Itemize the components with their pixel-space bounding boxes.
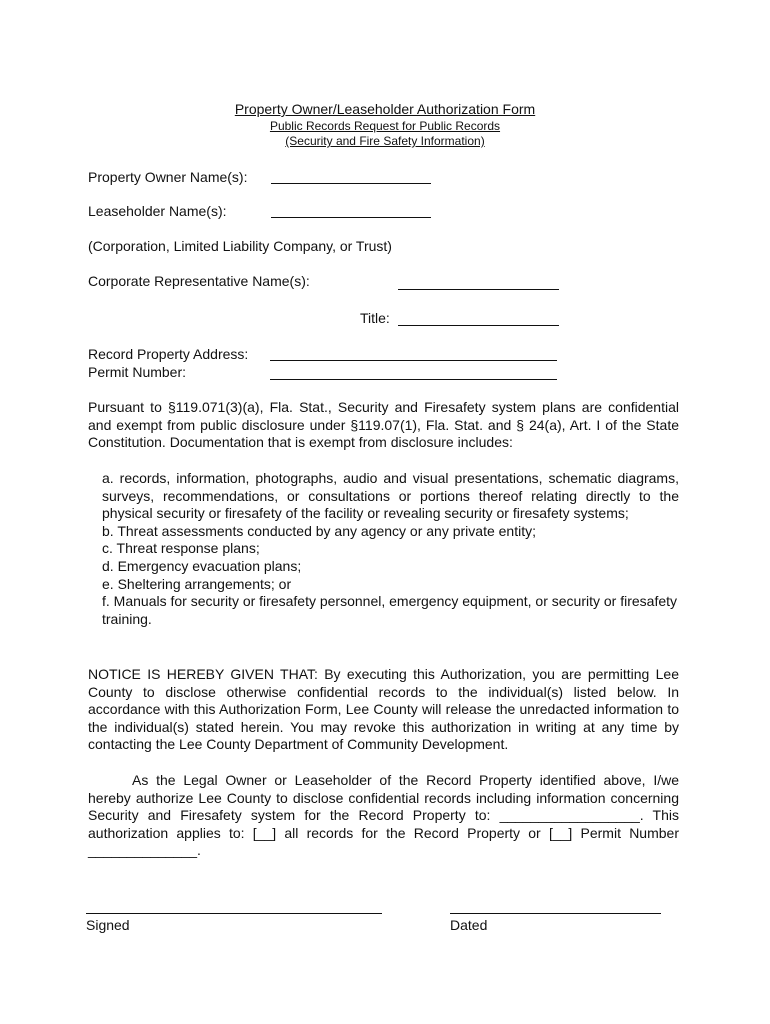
list-item: f. Manuals for security or firesafety personnel, emergency equipment, or security or firesafety training.	[102, 593, 678, 627]
title-label: Title:	[360, 310, 390, 326]
permit-number-field[interactable]	[270, 379, 557, 380]
form-subtitle-secondary: (Security and Fire Safety Information)	[285, 134, 485, 148]
record-property-address-field[interactable]	[270, 360, 557, 361]
entity-type-note: (Corporation, Limited Liability Company, or Trust)	[88, 238, 392, 254]
signed-label: Signed	[86, 917, 130, 933]
form-title: Property Owner/Leaseholder Authorization Form	[234, 101, 536, 117]
authorization-scope: __________________. This authorization applies to: [__] all records for the Record Property or [__] Permit Number ______________.	[88, 807, 680, 859]
list-item: d. Emergency evacuation plans;	[102, 557, 302, 574]
signature-line[interactable]	[86, 913, 382, 914]
pursuant-paragraph: Pursuant to §119.071(3)(a), Fla. Stat., Security and Firesafety system plans are confidential and exempt from public disclosure under §119.07(1), Fla. Stat. and § 24(a), Art. I of the State Constitution. Documentation that is exempt from disclosure includes:	[88, 399, 679, 451]
leaseholder-label: Leaseholder Name(s):	[88, 203, 227, 219]
corporate-representative-label: Corporate Representative Name(s):	[88, 273, 310, 289]
title-field[interactable]	[398, 325, 559, 326]
permit-number-label: Permit Number:	[88, 364, 187, 380]
exempt-documents-list	[102, 470, 679, 628]
list-item: e. Sheltering arrangements; or	[102, 575, 292, 592]
authorization-statement: As the Legal Owner or Leaseholder of the Record Property identified above, I/we hereby authorize Lee County to disclose confidential records including information concerning Security and Firesafety system for the Record Property to:	[88, 772, 679, 824]
list-item: a. records, information, photographs, audio and visual presentations, schematic diagrams, surveys, recommendations, or consultations or portions thereof relating directly to the physical security or firesafety of the facility or revealing security or firesafety systems;	[102, 470, 679, 522]
list-item: c. Threat response plans;	[102, 540, 260, 557]
form-subtitle: Public Records Request for Public Records	[269, 119, 501, 133]
authorization-paragraph	[88, 772, 679, 860]
corporate-representative-field[interactable]	[398, 289, 559, 290]
notice-paragraph: NOTICE IS HEREBY GIVEN THAT: By executing this Authorization, you are permitting Lee County to disclose otherwise confidential records to the individual(s) listed below. In accordance with this Authorization Form, Lee County will release the unredacted information to the individual(s) stated herein. You may revoke this authorization in writing at any time by contacting the Lee County Department of Community Development.	[88, 666, 679, 753]
property-owner-label: Property Owner Name(s):	[88, 169, 248, 185]
property-owner-field[interactable]	[271, 183, 431, 184]
list-item: b. Threat assessments conducted by any agency or any private entity;	[102, 522, 536, 539]
record-property-address-label: Record Property Address:	[88, 346, 249, 362]
date-line[interactable]	[450, 913, 661, 914]
leaseholder-field[interactable]	[271, 217, 431, 218]
dated-label: Dated	[450, 917, 488, 933]
